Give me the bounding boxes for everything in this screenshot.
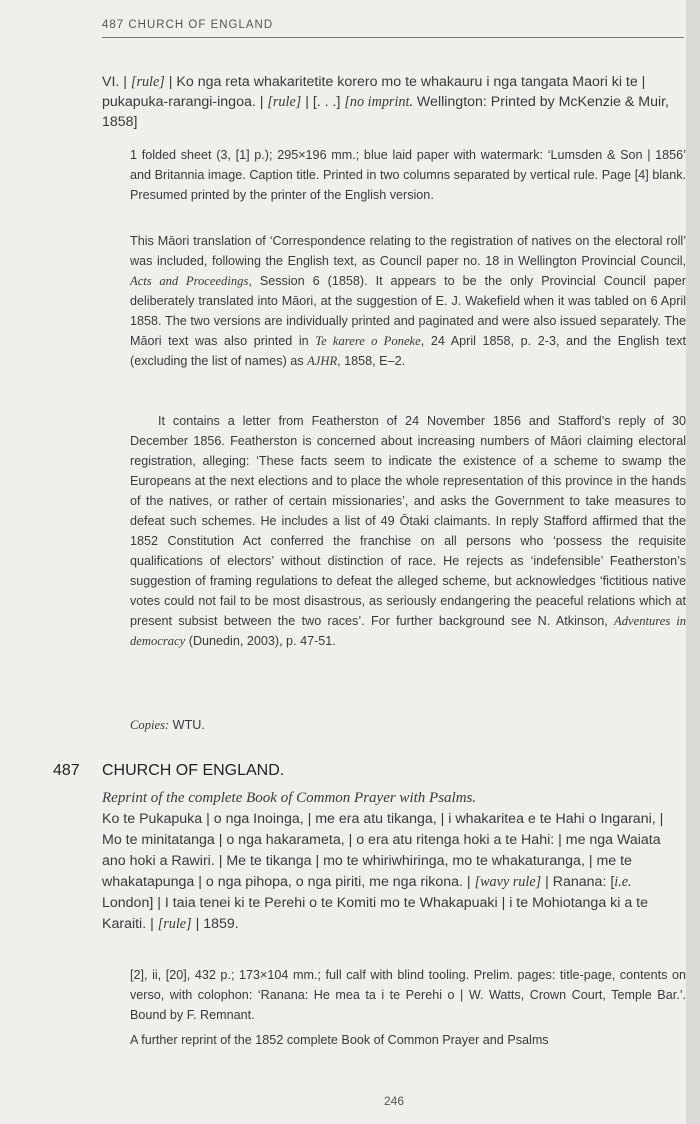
note-part: , 24 April 1858, p. 2-3, and the English text (excluding the list of names) as	[130, 334, 687, 368]
entry-vi-copies	[130, 715, 686, 735]
title-part: | Ko nga reta whakaritetite korero mo te whakauru i nga tangata Maori ki te | pukapuka-rarangi-ingoa. |	[102, 74, 646, 110]
note-part: , Session 6 (1858). It appears to be the only Provincial Council paper deliberately translated into Māori, at the suggestion of E. J. Wakefield when it was tabled on 6 April 1858. The two versions are individually printed and paginated and were also issued separately. The Māori text was also printed in	[130, 274, 686, 348]
title-part: [rule]	[157, 916, 192, 932]
copies-value: WTU.	[169, 718, 205, 732]
page-number: 246	[383, 1094, 405, 1108]
note-part: , 1858, E–2.	[337, 354, 406, 368]
entry-vi-physical-description: 1 folded sheet (3, [1] p.); 295×196 mm.; blue laid paper with watermark: ‘Lumsden & Son | 1856’ and Britannia image. Caption title. Printed in two columns separated by vertical rule. Page [4] blank. Presumed printed by the printer of the English version.	[130, 148, 686, 202]
entry-vi-note-1	[130, 231, 686, 371]
note-part: Te karere o Poneke	[315, 334, 421, 348]
title-part: | Ranana: [	[541, 874, 615, 890]
title-part: | 1859.	[191, 916, 239, 932]
header-rule	[102, 37, 684, 38]
entry-487-note: A further reprint of the 1852 complete Book of Common Prayer and Psalms	[130, 1033, 549, 1047]
page-edge	[686, 0, 700, 1124]
note-part: This Māori translation of ‘Correspondence relating to the registration of natives on the electoral roll’ was included, following the English text, as Council paper no. 18 in Wellington Provincial Council,	[130, 234, 686, 268]
title-part: Ko te Pukapuka | o nga Inoinga, | me era atu tikanga, | i whakaritea e te Hahi o Ingarani, | Mo te minitatanga | o nga hakarameta, | o era atu ritenga hoki a te Hahi: | me nga Waiata ano hoki a Rawiri. | Me te tikanga | mo te whiriwhiringa, mo te whakaturanga, | me te whakatapunga | o nga pihopa, o nga piriti, me nga rikona. |	[102, 811, 664, 890]
title-part: | [. . .]	[301, 94, 345, 110]
entry-487-title	[102, 809, 686, 935]
title-part: [wavy rule]	[474, 874, 542, 890]
title-part: VI. |	[102, 74, 131, 90]
entry-487-physical-description: [2], ii, [20], 432 p.; 173×104 mm.; full calf with blind tooling. Prelim. pages: title-page, contents on verso, with colophon: ‘Ranana: He mea ta i te Perehi o | W. Watts, Crown Court, Temple Bar.’. Bound by F. Remnant.	[130, 968, 686, 1022]
title-part: [rule]	[130, 74, 165, 90]
entry-heading: CHURCH OF ENGLAND.	[102, 762, 285, 779]
entry-vi-note-2	[130, 411, 686, 651]
title-part: [no imprint.	[344, 94, 413, 110]
title-part: i.e.	[614, 874, 632, 890]
note-part: Acts and Proceedings	[130, 274, 249, 288]
note-part: Adventures in democracy	[130, 614, 687, 648]
note-part: AJHR	[307, 354, 338, 368]
copies-label: Copies:	[130, 718, 170, 732]
note-part: It contains a letter from Featherston of 24 November 1856 and Stafford’s reply of 30 December 1856. Featherston is concerned about increasing numbers of Māori claiming electoral registration, alleging: ‘These facts seem to indicate the existence of a scheme to swamp the Europeans at the next elections and to place the whole representation of this province in the hands of the natives, or rather of certain missionaries’, and asks the Government to take measures to defeat such schemes. He includes a list of 49 Ōtaki claimants. In reply Stafford affirmed that the 1852 Constitution Act conferred the franchise on all persons who ‘possess the requisite qualifications of electors’ without distinction of race. He rejects as ‘indefensible’ Featherston’s suggestion of framing regulations to defeat the alleged scheme, but acknowledges ‘fictitious native votes could not fail to be most disastrous, as seriously endangering the peaceful relations which at present subsist between the two races’. For further background see N. Atkinson,	[130, 414, 686, 628]
entry-number: 487	[53, 762, 80, 779]
note-part: (Dunedin, 2003), p. 47-51.	[185, 634, 336, 648]
title-part: Wellington: Printed by McKenzie & Muir, 1858]	[102, 94, 669, 130]
running-header: 487 CHURCH OF ENGLAND	[102, 19, 274, 31]
entry-487-reprint-line: Reprint of the complete Book of Common Prayer with Psalms.	[102, 790, 477, 806]
entry-vi-title	[102, 72, 686, 132]
title-part: [rule]	[267, 94, 302, 110]
title-part: London] | I taia tenei ki te Perehi o te Komiti mo te Whakapuaki | i te Mohiotanga ki a te Karaiti. |	[102, 895, 649, 932]
